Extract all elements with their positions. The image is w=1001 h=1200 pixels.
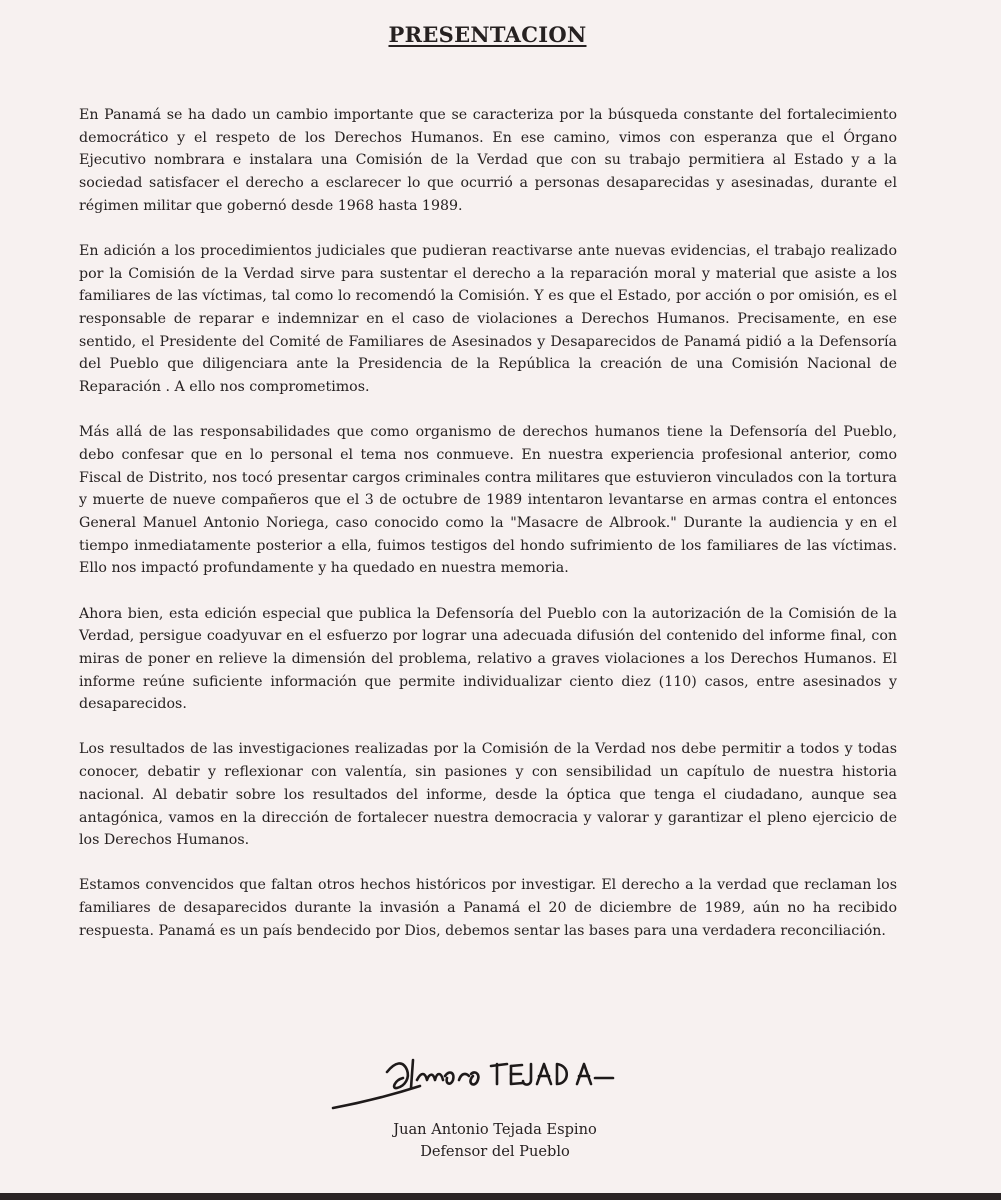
document-body: [79, 104, 897, 965]
signature-drawing: [325, 1050, 645, 1120]
signer-name: Juan Antonio Tejada Espino: [393, 1121, 597, 1138]
handwritten-signature: [325, 1050, 645, 1120]
paragraph-5: Los resultados de las investigaciones realizadas por la Comisión de la Verdad nos debe permitir a todos y todas conocer, debatir y reflexionar con valentía, sin pasiones y con sensibilidad un capítulo de nuestra historia nacional. Al debatir sobre los resultados del informe, desde la óptica que tenga el ciudadano, aunque sea antagónica, vamos en la dirección de fortalecer nuestra democracia y valorar y garantizar el pleno ejercicio de los Derechos Humanos.: [79, 741, 897, 849]
paragraph-3: Más allá de las responsabilidades que como organismo de derechos humanos tiene la Defensoría del Pueblo, debo confesar que en lo personal el tema nos conmueve. En nuestra experiencia profesional anterior, como Fiscal de Distrito, nos tocó presentar cargos criminales contra militares que estuvieron vinculados con la tortura y muerte de nueve compañeros que el 3 de octubre de 1989 intentaron levantarse en armas contra el entonces General Manuel Antonio Noriega, caso conocido como la "Masacre de Albrook." Durante la audiencia y en el tiempo inmediatamente posterior a ella, fuimos testigos del hondo sufrimiento de los familiares de las víctimas. Ello nos impactó profundamente y ha quedado en nuestra memoria.: [79, 424, 897, 577]
paragraph-1: En Panamá se ha dado un cambio importante que se caracteriza por la búsqueda constante del fortalecimiento democrático y el respeto de los Derechos Humanos. En ese camino, vimos con esperanza que el Órgano Ejecutivo nombrara e instalara una Comisión de la Verdad que con su trabajo permitiera al Estado y a la sociedad satisfacer el derecho a esclarecer lo que ocurrió a personas desaparecidas y asesinadas, durante el régimen militar que gobernó desde 1968 hasta 1989.: [79, 107, 897, 214]
paragraph-4: Ahora bien, esta edición especial que publica la Defensoría del Pueblo con la autorización de la Comisión de la Verdad, persigue coadyuvar en el esfuerzo por lograr una adecuada difusión del contenido del informe final, con miras de poner en relieve la dimensión del problema, relativo a graves violaciones a los Derechos Humanos. El informe reúne suficiente información que permite individualizar ciento diez (110) casos, entre asesinados y desaparecidos.: [79, 605, 897, 713]
paragraph-6: Estamos convencidos que faltan otros hechos históricos por investigar. El derecho a la verdad que reclaman los familiares de desaparecidos durante la invasión a Panamá el 20 de diciembre de 1989, aún no ha recibido respuesta. Panamá es un país bendecido por Dios, debemos sentar las bases para una verdadera reconciliación.: [79, 877, 897, 939]
bottom-border: [0, 1193, 1001, 1200]
signer-title: Defensor del Pueblo: [420, 1143, 570, 1160]
page-title: PRESENTACION: [388, 22, 587, 47]
paragraph-2: En adición a los procedimientos judiciales que pudieran reactivarse ante nuevas evidencias, el trabajo realizado por la Comisión de la Verdad sirve para sustentar el derecho a la reparación moral y material que asiste a los familiares de las víctimas, tal como lo recomendó la Comisión. Y es que el Estado, por acción o por omisión, es el responsable de reparar e indemnizar en el caso de violaciones a Derechos Humanos. Precisamente, en ese sentido, el Presidente del Comité de Familiares de Asesinados y Desaparecidos de Panamá pidió a la Defensoría del Pueblo que diligenciara ante la Presidencia de la República la creación de una Comisión Nacional de Reparación . A ello nos comprometimos.: [79, 242, 897, 396]
